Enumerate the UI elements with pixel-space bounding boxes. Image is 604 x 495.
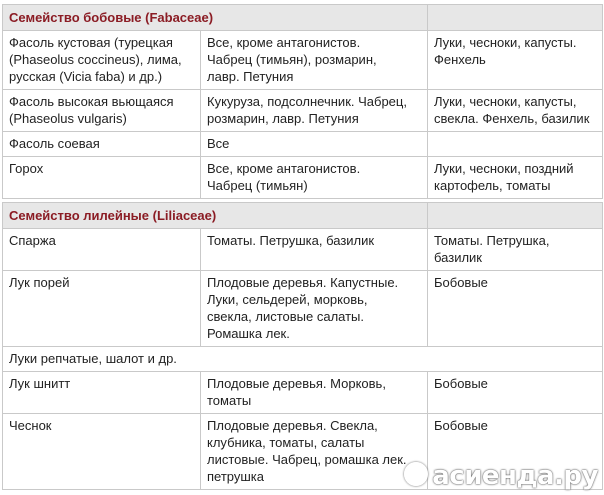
watermark-logo-icon	[404, 462, 428, 486]
table-row	[3, 31, 603, 90]
table-row	[3, 90, 603, 132]
table-row	[3, 347, 603, 372]
bad-neighbors-cell: Бобовые	[428, 414, 603, 490]
family-header-blank	[428, 5, 603, 31]
plant-cell: Фасоль кустовая (турецкая (Phaseolus coccineus), лима, русская (Vicia faba) и др.)	[3, 31, 201, 90]
plant-cell: Лук шнитт	[3, 372, 201, 414]
table-row	[3, 157, 603, 199]
table-row	[3, 229, 603, 271]
table-row	[3, 132, 603, 157]
companion-planting-table	[2, 4, 603, 490]
family-header-blank	[428, 203, 603, 229]
plant-cell: Спаржа	[3, 229, 201, 271]
good-neighbors-cell: Томаты. Петрушка, базилик	[201, 229, 428, 271]
plant-cell: Фасоль высокая вьющаяся (Phaseolus vulgaris)	[3, 90, 201, 132]
bad-neighbors-cell: Луки, чесноки, капусты, свекла. Фенхель, базилик	[428, 90, 603, 132]
site-watermark	[404, 461, 598, 491]
family-header-row	[3, 5, 603, 31]
good-neighbors-cell: Все, кроме антагонистов. Чабрец (тимьян), розмарин, лавр. Петуния	[201, 31, 428, 90]
plant-cell: Лук порей	[3, 271, 201, 347]
plant-cell: Фасоль соевая	[3, 132, 201, 157]
bad-neighbors-cell: Томаты. Петрушка, базилик	[428, 229, 603, 271]
bad-neighbors-cell: Бобовые	[428, 372, 603, 414]
bad-neighbors-cell: Луки, чесноки, капусты. Фенхель	[428, 31, 603, 90]
watermark-text: асиенда.ру	[432, 461, 598, 491]
good-neighbors-cell: Все	[201, 132, 428, 157]
family-header-row	[3, 203, 603, 229]
good-neighbors-cell: Плодовые деревья. Морковь, томаты	[201, 372, 428, 414]
good-neighbors-cell: Плодовые деревья. Капустные. Луки, сельдерей, морковь, свекла, листовые салаты. Ромашка лек.	[201, 271, 428, 347]
family-title: Семейство лилейные (Liliaceae)	[3, 203, 428, 229]
table-row	[3, 271, 603, 347]
family-title: Семейство бобовые (Fabaceae)	[3, 5, 428, 31]
good-neighbors-cell: Кукуруза, подсолнечник. Чабрец, розмарин, лавр. Петуния	[201, 90, 428, 132]
bad-neighbors-cell: Бобовые	[428, 271, 603, 347]
plant-cell: Чеснок	[3, 414, 201, 490]
table-row	[3, 372, 603, 414]
bad-neighbors-cell: Луки, чесноки, поздний картофель, томаты	[428, 157, 603, 199]
good-neighbors-cell: Плодовые деревья. Свекла, клубника, томаты, салаты листовые. Чабрец, ромашка лек. петрушка	[201, 414, 428, 490]
good-neighbors-cell: Все, кроме антагонистов. Чабрец (тимьян)	[201, 157, 428, 199]
bad-neighbors-cell	[428, 132, 603, 157]
plant-cell: Горох	[3, 157, 201, 199]
plant-cell-wide: Луки репчатые, шалот и др.	[3, 347, 603, 372]
